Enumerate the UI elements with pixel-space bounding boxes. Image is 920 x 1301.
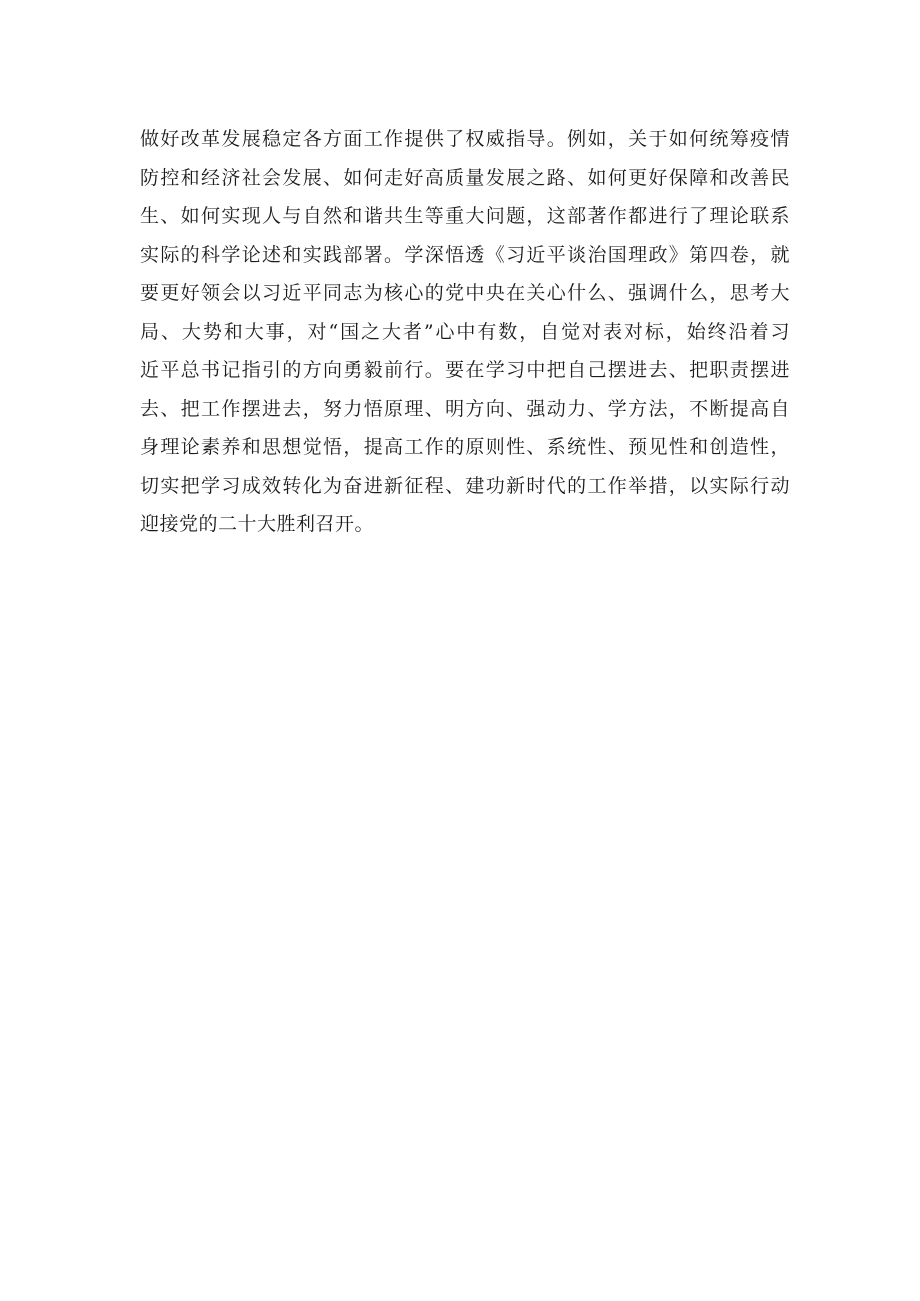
body-paragraph (140, 120, 790, 544)
paragraph-line-5: 要更好领会以习近平同志为核心的党中央在关心什么、强调什么，思考大 (140, 282, 790, 304)
paragraph-line-7: 近平总书记指引的方向勇毅前行。要在学习中把自己摆进去、把职责摆进 (140, 359, 790, 381)
paragraph-line-8: 去、把工作摆进去，努力悟原理、明方向、强动力、学方法，不断提高自 (140, 397, 790, 420)
paragraph-line-4: 实际的科学论述和实践部署。学深悟透《习近平谈治国理政》第四卷，就 (140, 243, 790, 266)
paragraph-line-10: 切实把学习成效转化为奋进新征程、建功新时代的工作举措，以实际行动 (140, 474, 790, 497)
paragraph-line-1: 做好改革发展稳定各方面工作提供了权威指导。例如，关于如何统筹疫情 (140, 128, 790, 150)
paragraph-line-9: 身理论素养和思想觉悟，提高工作的原则性、系统性、预见性和创造性， (140, 436, 790, 458)
paragraph-line-6: 局、大势和大事，对“国之大者”心中有数，自觉对表对标，始终沿着习 (140, 320, 790, 343)
paragraph-line-11: 迎接党的二十大胜利召开。 (140, 513, 375, 535)
paragraph-line-3: 生、如何实现人与自然和谐共生等重大问题，这部著作都进行了理论联系 (140, 205, 790, 227)
paragraph-line-2: 防控和经济社会发展、如何走好高质量发展之路、如何更好保障和改善民 (140, 166, 790, 189)
